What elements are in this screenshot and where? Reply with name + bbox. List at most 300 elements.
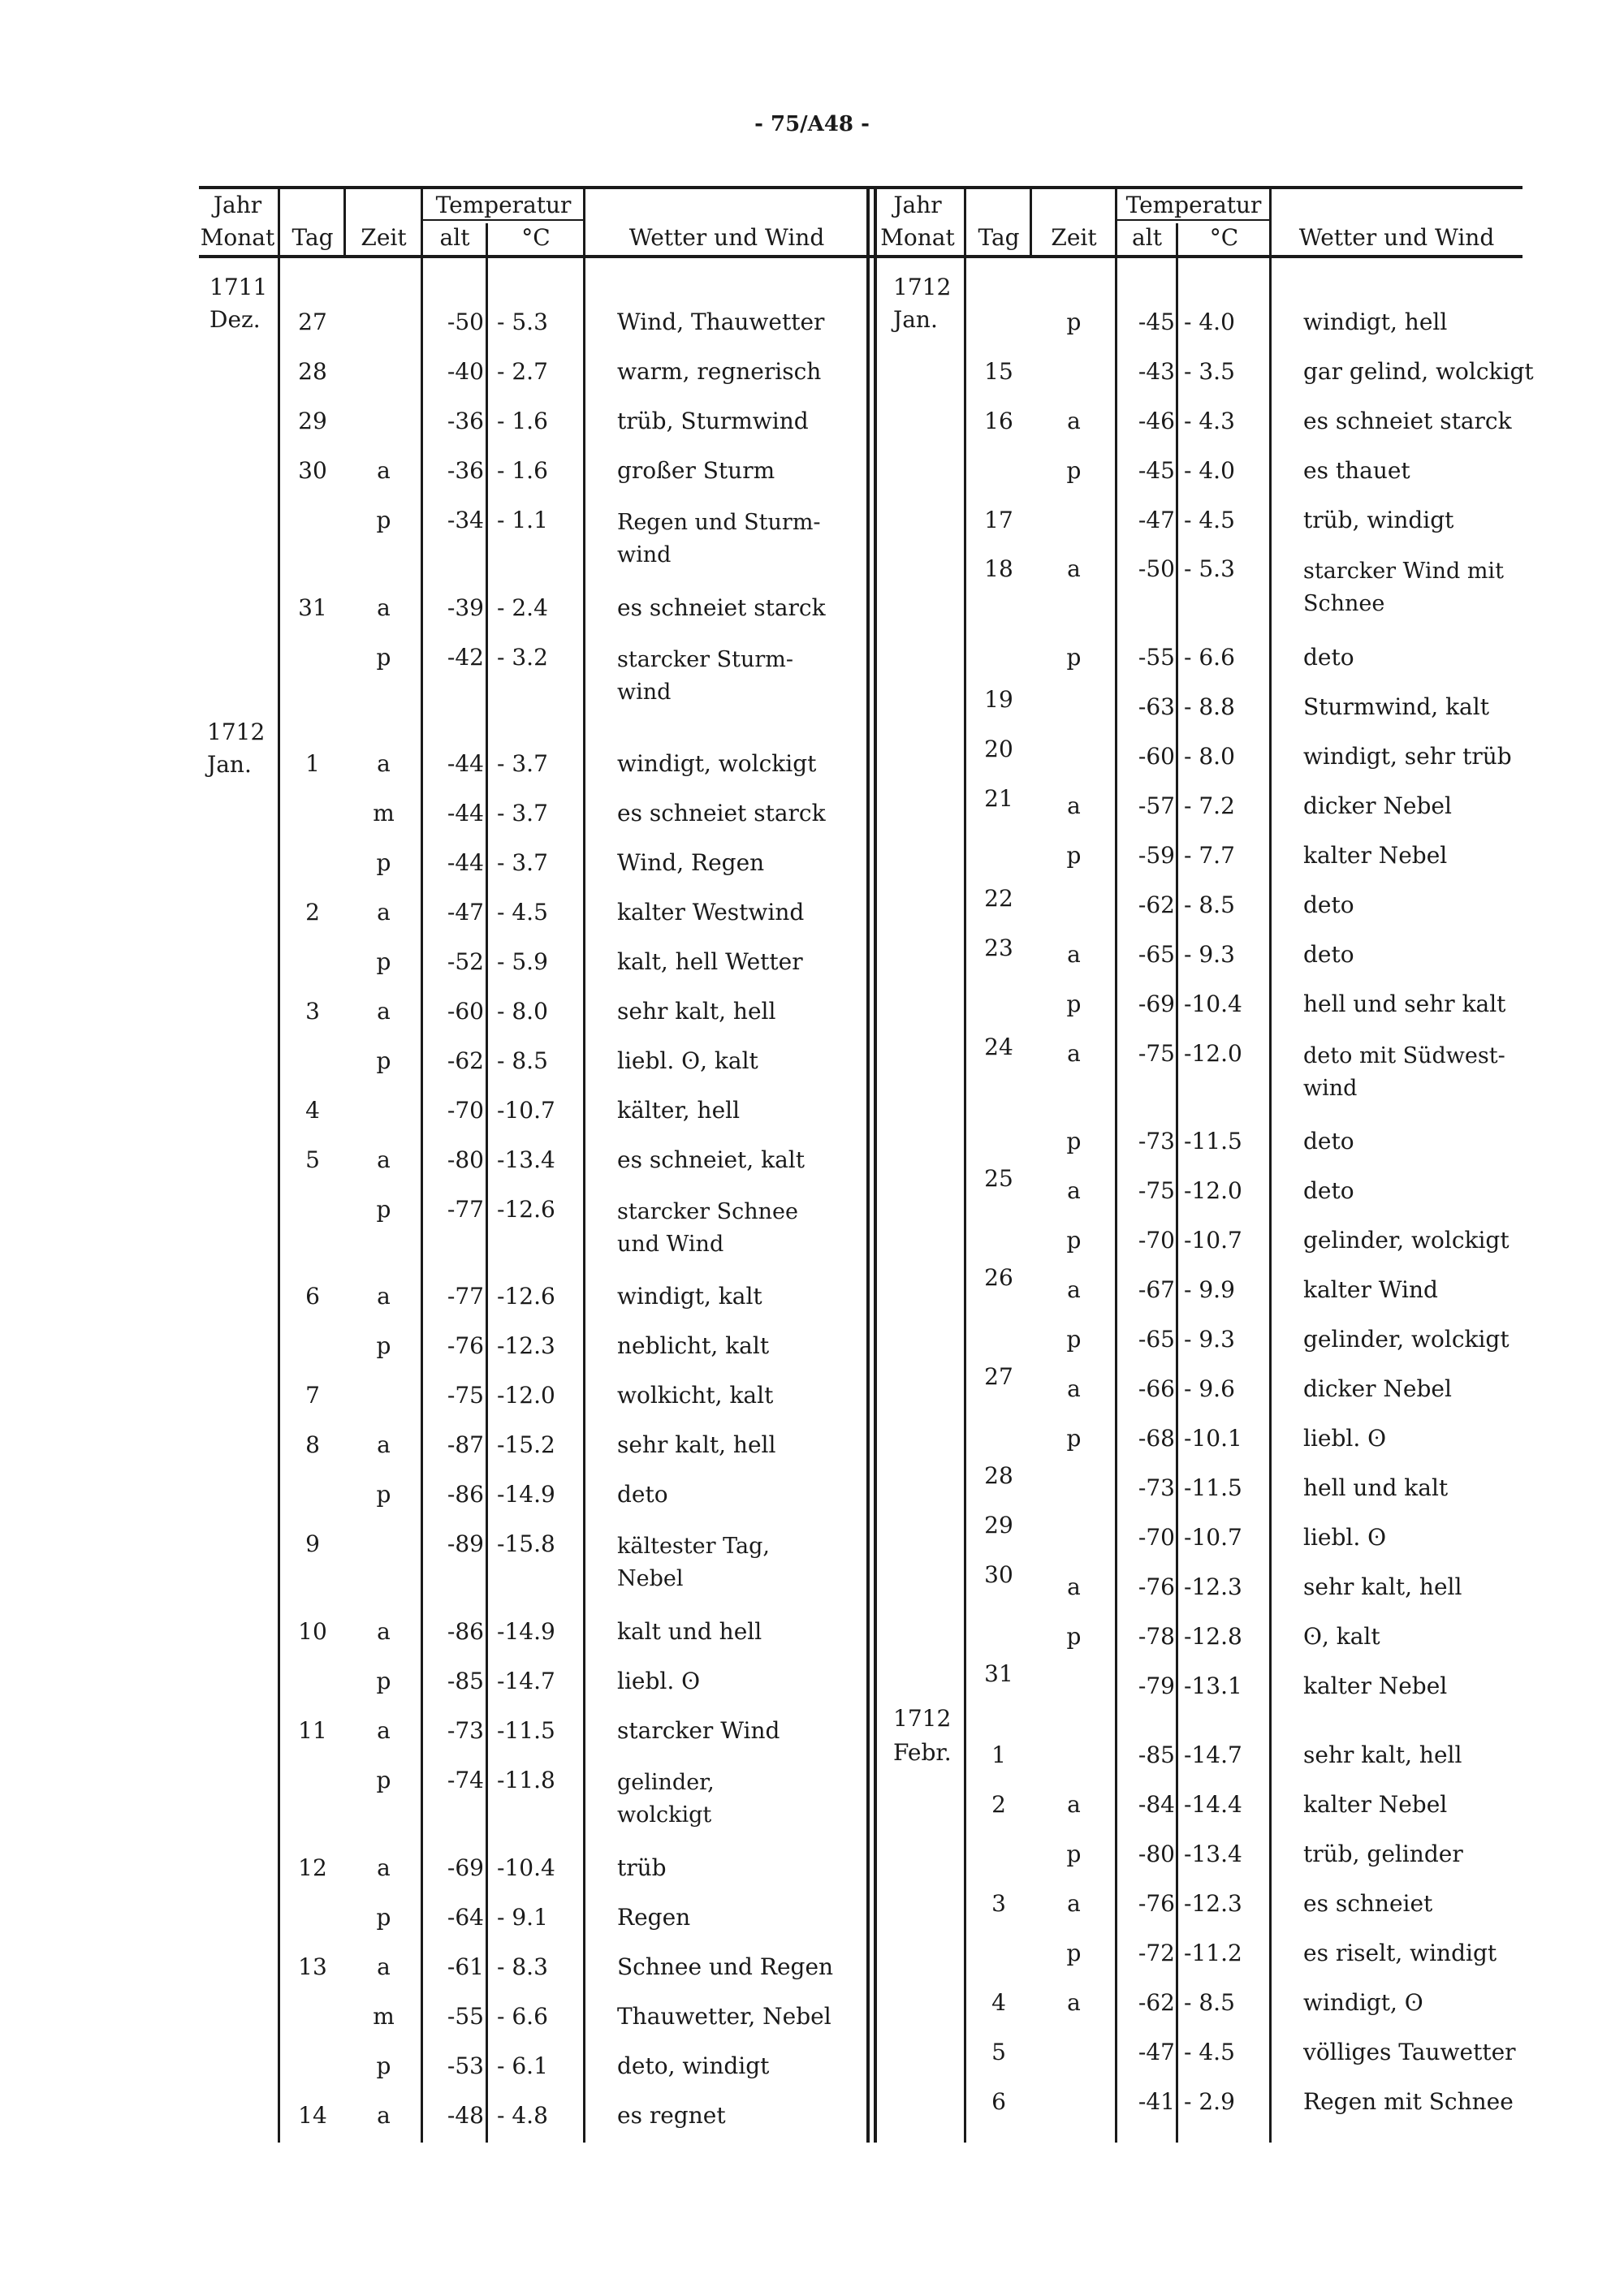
- right-celsius-cell: - 4.5: [1184, 2039, 1235, 2065]
- right-alt-cell: -45: [1138, 309, 1175, 335]
- left-alt-cell: -64: [447, 1904, 484, 1931]
- right-wetter-cell: windigt, ʘ: [1303, 1989, 1423, 2016]
- right-tag-cell: 26: [984, 1264, 1013, 1291]
- left-alt-cell: -60: [447, 998, 484, 1025]
- left-wetter-cell: deto: [617, 1481, 668, 1508]
- left-tag-cell: 11: [298, 1717, 327, 1744]
- right-zeit-cell: a: [1067, 792, 1081, 819]
- header-zeit-left: Zeit: [361, 224, 407, 251]
- header-alt-left: alt: [439, 224, 470, 251]
- right-alt-cell: -79: [1138, 1672, 1175, 1699]
- right-celsius-cell: -10.4: [1184, 990, 1242, 1017]
- left-celsius-cell: -11.8: [497, 1767, 555, 1793]
- left-alt-cell: -77: [447, 1196, 484, 1223]
- left-wetter-cell: [617, 507, 865, 572]
- left-tag-cell: 3: [305, 998, 320, 1025]
- month-label-left-dez: Dez.: [209, 306, 261, 333]
- right-wetter-cell: es schneiet starck: [1303, 408, 1512, 434]
- right-wetter-cell: [1303, 555, 1522, 620]
- right-tag-cell: 21: [984, 785, 1013, 812]
- header-celsius-left: °C: [521, 224, 551, 251]
- header-zeit-right: Zeit: [1051, 224, 1097, 251]
- left-alt-cell: -62: [447, 1047, 484, 1074]
- right-tag-cell: 23: [984, 934, 1013, 961]
- year-label-right-1712: 1712: [893, 274, 952, 300]
- rule-left-tag: [343, 186, 346, 255]
- right-alt-cell: -41: [1138, 2088, 1175, 2115]
- rule-left-celsius: [583, 186, 585, 2143]
- header-temperatur-left: Temperatur: [435, 192, 572, 218]
- right-tag-cell: 19: [984, 686, 1013, 713]
- year-label-left-1711: 1711: [209, 274, 268, 300]
- left-wetter-cell-line: und Wind: [617, 1232, 724, 1257]
- right-alt-cell: -80: [1138, 1841, 1175, 1867]
- left-wetter-cell: [617, 1196, 865, 1261]
- right-celsius-cell: - 8.8: [1184, 693, 1235, 720]
- left-zeit-cell: m: [373, 2003, 395, 2030]
- header-alt-right: alt: [1132, 224, 1162, 251]
- left-alt-cell: -44: [447, 800, 484, 826]
- right-tag-cell: 25: [984, 1165, 1013, 1192]
- left-wetter-cell: [617, 1767, 865, 1832]
- right-alt-cell: -73: [1138, 1128, 1175, 1154]
- right-wetter-cell: kalter Nebel: [1303, 1672, 1448, 1699]
- left-celsius-cell: -10.4: [497, 1854, 555, 1881]
- right-wetter-cell: es thauet: [1303, 457, 1410, 484]
- left-zeit-cell: p: [376, 1904, 391, 1931]
- left-wetter-cell: starcker Wind: [617, 1717, 780, 1744]
- left-wetter-cell: windigt, wolckigt: [617, 750, 817, 777]
- left-wetter-cell: [617, 644, 865, 709]
- left-wetter-cell: Wind, Regen: [617, 849, 765, 876]
- right-alt-cell: -50: [1138, 555, 1175, 582]
- page-title: - 75/A48 -: [754, 112, 870, 136]
- right-celsius-cell: -10.7: [1184, 1227, 1242, 1254]
- right-alt-cell: -85: [1138, 1741, 1175, 1768]
- right-alt-cell: -73: [1138, 1474, 1175, 1501]
- right-wetter-cell: deto: [1303, 941, 1354, 968]
- right-wetter-cell: trüb, gelinder: [1303, 1841, 1463, 1867]
- left-wetter-cell: liebl. ʘ: [617, 1668, 701, 1694]
- left-wetter-cell: kalter Westwind: [617, 899, 805, 926]
- right-celsius-cell: -14.7: [1184, 1741, 1242, 1768]
- right-celsius-cell: -12.3: [1184, 1890, 1242, 1917]
- left-celsius-cell: - 1.1: [497, 507, 548, 533]
- right-zeit-cell: a: [1067, 1375, 1081, 1402]
- left-wetter-cell: kälter, hell: [617, 1097, 741, 1124]
- left-alt-cell: -73: [447, 1717, 484, 1744]
- left-zeit-cell: a: [377, 1854, 391, 1881]
- left-alt-cell: -42: [447, 644, 484, 671]
- right-alt-cell: -43: [1138, 358, 1175, 385]
- left-wetter-cell: es regnet: [617, 2102, 726, 2129]
- temperature-header-rule-right: [1116, 219, 1271, 221]
- left-zeit-cell: a: [377, 2102, 391, 2129]
- left-tag-cell: 30: [298, 457, 327, 484]
- right-tag-cell: 2: [991, 1791, 1006, 1818]
- left-wetter-cell: es schneiet starck: [617, 800, 826, 826]
- right-tag-cell: 4: [991, 1989, 1006, 2016]
- right-wetter-cell: gelinder, wolckigt: [1303, 1326, 1510, 1353]
- left-tag-cell: 28: [298, 358, 327, 385]
- right-zeit-cell: p: [1066, 1841, 1082, 1867]
- rule-center-double-2: [874, 186, 877, 2143]
- left-tag-cell: 6: [305, 1283, 320, 1310]
- left-alt-cell: -89: [447, 1530, 484, 1557]
- right-wetter-cell: kalter Wind: [1303, 1276, 1438, 1303]
- right-zeit-cell: a: [1067, 1040, 1081, 1067]
- left-celsius-cell: -12.0: [497, 1382, 555, 1409]
- right-celsius-cell: - 8.5: [1184, 1989, 1235, 2016]
- left-wetter-cell-line: wolckigt: [617, 1802, 712, 1828]
- left-alt-cell: -86: [447, 1481, 484, 1508]
- left-alt-cell: -80: [447, 1146, 484, 1173]
- right-alt-cell: -69: [1138, 990, 1175, 1017]
- left-celsius-cell: - 6.6: [497, 2003, 548, 2030]
- left-zeit-cell: a: [377, 1953, 391, 1980]
- left-wetter-cell: liebl. ʘ, kalt: [617, 1047, 758, 1074]
- left-wetter-cell: windigt, kalt: [617, 1283, 762, 1310]
- right-tag-cell: 3: [991, 1890, 1006, 1917]
- right-alt-cell: -72: [1138, 1940, 1175, 1966]
- right-zeit-cell: p: [1066, 1425, 1082, 1452]
- right-celsius-cell: -11.2: [1184, 1940, 1242, 1966]
- left-tag-cell: 29: [298, 408, 327, 434]
- right-celsius-cell: - 6.6: [1184, 644, 1235, 671]
- right-alt-cell: -60: [1138, 743, 1175, 770]
- left-alt-cell: -86: [447, 1618, 484, 1645]
- right-wetter-cell: gar gelind, wolckigt: [1303, 358, 1534, 385]
- left-celsius-cell: - 5.9: [497, 948, 548, 975]
- right-celsius-cell: - 3.5: [1184, 358, 1235, 385]
- right-celsius-cell: -11.5: [1184, 1128, 1242, 1154]
- left-celsius-cell: - 2.7: [497, 358, 548, 385]
- month-label-right-febr: Febr.: [893, 1739, 952, 1766]
- right-alt-cell: -84: [1138, 1791, 1175, 1818]
- table-header-rule: [199, 255, 1522, 258]
- right-wetter-cell: dicker Nebel: [1303, 792, 1452, 819]
- right-zeit-cell: a: [1067, 1791, 1081, 1818]
- right-tag-cell: 5: [991, 2039, 1006, 2065]
- left-tag-cell: 13: [298, 1953, 327, 1980]
- right-wetter-cell: hell und sehr kalt: [1303, 990, 1506, 1017]
- right-celsius-cell: -11.5: [1184, 1474, 1242, 1501]
- right-alt-cell: -65: [1138, 941, 1175, 968]
- left-wetter-cell: Schnee und Regen: [617, 1953, 834, 1980]
- left-zeit-cell: p: [376, 948, 391, 975]
- left-alt-cell: -55: [447, 2003, 484, 2030]
- left-celsius-cell: - 3.7: [497, 849, 548, 876]
- right-celsius-cell: -13.4: [1184, 1841, 1242, 1867]
- left-tag-cell: 9: [305, 1530, 320, 1557]
- left-zeit-cell: p: [376, 644, 391, 671]
- left-zeit-cell: a: [377, 1283, 391, 1310]
- left-celsius-cell: -12.6: [497, 1196, 555, 1223]
- right-celsius-cell: -12.3: [1184, 1573, 1242, 1600]
- right-celsius-cell: - 7.2: [1184, 792, 1235, 819]
- left-zeit-cell: p: [376, 1047, 391, 1074]
- left-zeit-cell: a: [377, 457, 391, 484]
- rule-center-double-1: [866, 186, 870, 2143]
- right-wetter-cell-line: Schnee: [1303, 591, 1385, 616]
- left-alt-cell: -34: [447, 507, 484, 533]
- left-wetter-cell: trüb, Sturmwind: [617, 408, 809, 434]
- right-zeit-cell: p: [1066, 309, 1082, 335]
- right-wetter-cell: liebl. ʘ: [1303, 1524, 1387, 1551]
- left-tag-cell: 7: [305, 1382, 320, 1409]
- right-alt-cell: -57: [1138, 792, 1175, 819]
- right-celsius-cell: -12.0: [1184, 1177, 1242, 1204]
- left-zeit-cell: a: [377, 899, 391, 926]
- rule-right-tag: [1030, 186, 1032, 255]
- left-wetter-cell: deto, windigt: [617, 2052, 770, 2079]
- right-alt-cell: -62: [1138, 891, 1175, 918]
- left-alt-cell: -85: [447, 1668, 484, 1694]
- right-wetter-cell: deto: [1303, 1128, 1354, 1154]
- header-monat-left: Monat: [200, 224, 275, 251]
- right-zeit-cell: a: [1067, 941, 1081, 968]
- left-wetter-cell: Thauwetter, Nebel: [617, 2003, 831, 2030]
- right-tag-cell: 30: [984, 1561, 1013, 1588]
- left-celsius-cell: - 8.0: [497, 998, 548, 1025]
- right-wetter-cell: ʘ, kalt: [1303, 1623, 1380, 1650]
- right-zeit-cell: p: [1066, 990, 1082, 1017]
- table-top-rule: [199, 186, 1522, 189]
- right-celsius-cell: - 9.6: [1184, 1375, 1235, 1402]
- left-tag-cell: 4: [305, 1097, 320, 1124]
- right-celsius-cell: -14.4: [1184, 1791, 1242, 1818]
- right-wetter-cell: deto: [1303, 644, 1354, 671]
- left-alt-cell: -61: [447, 1953, 484, 1980]
- right-alt-cell: -55: [1138, 644, 1175, 671]
- right-celsius-cell: -12.0: [1184, 1040, 1242, 1067]
- left-zeit-cell: p: [376, 1668, 391, 1694]
- right-alt-cell: -46: [1138, 408, 1175, 434]
- left-wetter-cell-line: Nebel: [617, 1566, 684, 1591]
- left-wetter-cell: sehr kalt, hell: [617, 1431, 776, 1458]
- left-zeit-cell: p: [376, 1767, 391, 1793]
- left-wetter-cell-line: gelinder,: [617, 1770, 715, 1795]
- right-celsius-cell: - 5.3: [1184, 555, 1235, 582]
- right-alt-cell: -68: [1138, 1425, 1175, 1452]
- right-zeit-cell: p: [1066, 457, 1082, 484]
- right-alt-cell: -75: [1138, 1040, 1175, 1067]
- right-wetter-cell: dicker Nebel: [1303, 1375, 1452, 1402]
- left-alt-cell: -50: [447, 309, 484, 335]
- left-alt-cell: -44: [447, 750, 484, 777]
- right-celsius-cell: - 7.7: [1184, 842, 1235, 869]
- left-zeit-cell: p: [376, 507, 391, 533]
- right-zeit-cell: a: [1067, 1573, 1081, 1600]
- right-wetter-cell-line: deto mit Südwest-: [1303, 1043, 1505, 1068]
- left-wetter-cell-line: wind: [617, 542, 672, 568]
- right-zeit-cell: p: [1066, 1326, 1082, 1353]
- left-tag-cell: 10: [298, 1618, 327, 1645]
- right-zeit-cell: a: [1067, 1989, 1081, 2016]
- right-wetter-cell: liebl. ʘ: [1303, 1425, 1387, 1452]
- left-alt-cell: -53: [447, 2052, 484, 2079]
- left-tag-cell: 5: [305, 1146, 320, 1173]
- right-celsius-cell: - 2.9: [1184, 2088, 1235, 2115]
- left-alt-cell: -47: [447, 899, 484, 926]
- right-tag-cell: 18: [984, 555, 1013, 582]
- left-celsius-cell: - 3.7: [497, 800, 548, 826]
- left-celsius-cell: - 4.8: [497, 2102, 548, 2129]
- right-zeit-cell: a: [1067, 1890, 1081, 1917]
- rule-left-alt: [486, 223, 488, 2143]
- right-zeit-cell: p: [1066, 1623, 1082, 1650]
- right-celsius-cell: - 4.5: [1184, 507, 1235, 533]
- right-alt-cell: -76: [1138, 1573, 1175, 1600]
- right-wetter-cell: gelinder, wolckigt: [1303, 1227, 1510, 1254]
- right-alt-cell: -75: [1138, 1177, 1175, 1204]
- left-alt-cell: -36: [447, 408, 484, 434]
- left-zeit-cell: a: [377, 750, 391, 777]
- left-zeit-cell: a: [377, 594, 391, 621]
- right-zeit-cell: p: [1066, 1227, 1082, 1254]
- right-wetter-cell: kalter Nebel: [1303, 842, 1448, 869]
- left-zeit-cell: p: [376, 849, 391, 876]
- left-celsius-cell: - 3.7: [497, 750, 548, 777]
- left-alt-cell: -69: [447, 1854, 484, 1881]
- right-celsius-cell: - 9.3: [1184, 1326, 1235, 1353]
- right-tag-cell: 17: [984, 507, 1013, 533]
- rule-right-monat: [964, 186, 966, 2143]
- left-wetter-cell: kalt, hell Wetter: [617, 948, 803, 975]
- left-wetter-cell: Regen: [617, 1904, 691, 1931]
- right-celsius-cell: - 8.0: [1184, 743, 1235, 770]
- left-zeit-cell: a: [377, 1146, 391, 1173]
- left-wetter-cell: warm, regnerisch: [617, 358, 822, 385]
- right-wetter-cell: es schneiet: [1303, 1890, 1433, 1917]
- right-wetter-cell: sehr kalt, hell: [1303, 1573, 1462, 1600]
- left-wetter-cell: neblicht, kalt: [617, 1332, 770, 1359]
- left-celsius-cell: -12.3: [497, 1332, 555, 1359]
- left-celsius-cell: -14.9: [497, 1618, 555, 1645]
- left-celsius-cell: -11.5: [497, 1717, 555, 1744]
- left-alt-cell: -87: [447, 1431, 484, 1458]
- left-alt-cell: -44: [447, 849, 484, 876]
- right-zeit-cell: p: [1066, 1128, 1082, 1154]
- right-wetter-cell: windigt, sehr trüb: [1303, 743, 1512, 770]
- left-celsius-cell: -14.7: [497, 1668, 555, 1694]
- left-celsius-cell: - 3.2: [497, 644, 548, 671]
- right-celsius-cell: -10.1: [1184, 1425, 1242, 1452]
- right-wetter-cell: Regen mit Schnee: [1303, 2088, 1514, 2115]
- left-zeit-cell: a: [377, 1618, 391, 1645]
- left-wetter-cell-line: kältester Tag,: [617, 1534, 770, 1559]
- left-celsius-cell: -15.2: [497, 1431, 555, 1458]
- left-tag-cell: 27: [298, 309, 327, 335]
- right-wetter-cell: trüb, windigt: [1303, 507, 1454, 533]
- rule-right-alt: [1176, 223, 1178, 2143]
- left-alt-cell: -70: [447, 1097, 484, 1124]
- left-wetter-cell: wolkicht, kalt: [617, 1382, 774, 1409]
- left-tag-cell: 31: [298, 594, 327, 621]
- header-temperatur-right: Temperatur: [1125, 192, 1262, 218]
- right-wetter-cell: kalter Nebel: [1303, 1791, 1448, 1818]
- right-alt-cell: -67: [1138, 1276, 1175, 1303]
- left-zeit-cell: a: [377, 998, 391, 1025]
- left-alt-cell: -40: [447, 358, 484, 385]
- left-celsius-cell: -10.7: [497, 1097, 555, 1124]
- left-celsius-cell: -12.6: [497, 1283, 555, 1310]
- left-celsius-cell: - 1.6: [497, 457, 548, 484]
- right-celsius-cell: - 4.0: [1184, 457, 1235, 484]
- right-zeit-cell: p: [1066, 842, 1082, 869]
- left-celsius-cell: -14.9: [497, 1481, 555, 1508]
- right-celsius-cell: -10.7: [1184, 1524, 1242, 1551]
- right-tag-cell: 20: [984, 736, 1013, 762]
- right-celsius-cell: - 4.0: [1184, 309, 1235, 335]
- left-tag-cell: 1: [305, 750, 320, 777]
- right-tag-cell: 27: [984, 1363, 1013, 1390]
- left-wetter-cell: Wind, Thauwetter: [617, 309, 825, 335]
- right-celsius-cell: - 9.9: [1184, 1276, 1235, 1303]
- left-alt-cell: -39: [447, 594, 484, 621]
- left-alt-cell: -76: [447, 1332, 484, 1359]
- left-celsius-cell: - 5.3: [497, 309, 548, 335]
- left-wetter-cell-line: wind: [617, 680, 672, 705]
- right-wetter-cell-line: starcker Wind mit: [1303, 559, 1504, 584]
- left-wetter-cell-line: starcker Schnee: [617, 1199, 799, 1224]
- header-monat-right: Monat: [880, 224, 955, 251]
- right-zeit-cell: a: [1067, 408, 1081, 434]
- header-jahr-right: Jahr: [893, 192, 942, 218]
- header-wetter-left: Wetter und Wind: [628, 224, 825, 251]
- left-zeit-cell: p: [376, 1481, 391, 1508]
- left-tag-cell: 2: [305, 899, 320, 926]
- left-zeit-cell: m: [373, 800, 395, 826]
- right-zeit-cell: a: [1067, 555, 1081, 582]
- left-wetter-cell: es schneiet, kalt: [617, 1146, 805, 1173]
- right-tag-cell: 15: [984, 358, 1013, 385]
- left-celsius-cell: -15.8: [497, 1530, 555, 1557]
- right-zeit-cell: p: [1066, 1940, 1082, 1966]
- right-wetter-cell: hell und kalt: [1303, 1474, 1449, 1501]
- right-celsius-cell: -12.8: [1184, 1623, 1242, 1650]
- right-zeit-cell: p: [1066, 644, 1082, 671]
- left-celsius-cell: - 8.3: [497, 1953, 548, 1980]
- left-wetter-cell: [617, 1530, 865, 1595]
- right-wetter-cell: [1303, 1040, 1522, 1105]
- left-zeit-cell: a: [377, 1431, 391, 1458]
- left-zeit-cell: p: [376, 2052, 391, 2079]
- left-celsius-cell: - 8.5: [497, 1047, 548, 1074]
- left-zeit-cell: p: [376, 1332, 391, 1359]
- left-celsius-cell: - 4.5: [497, 899, 548, 926]
- left-wetter-cell: sehr kalt, hell: [617, 998, 776, 1025]
- right-celsius-cell: - 8.5: [1184, 891, 1235, 918]
- left-celsius-cell: - 2.4: [497, 594, 548, 621]
- right-alt-cell: -65: [1138, 1326, 1175, 1353]
- right-alt-cell: -76: [1138, 1890, 1175, 1917]
- month-label-left-jan: Jan.: [207, 751, 252, 778]
- temperature-header-rule: [422, 219, 585, 221]
- right-alt-cell: -66: [1138, 1375, 1175, 1402]
- year-label-right-1712-febr: 1712: [893, 1705, 952, 1732]
- right-zeit-cell: a: [1067, 1276, 1081, 1303]
- right-alt-cell: -70: [1138, 1524, 1175, 1551]
- right-celsius-cell: -13.1: [1184, 1672, 1242, 1699]
- left-alt-cell: -36: [447, 457, 484, 484]
- right-tag-cell: 16: [984, 408, 1013, 434]
- left-wetter-cell: kalt und hell: [617, 1618, 762, 1645]
- right-alt-cell: -47: [1138, 2039, 1175, 2065]
- right-tag-cell: 29: [984, 1512, 1013, 1539]
- left-wetter-cell: großer Sturm: [617, 457, 775, 484]
- left-celsius-cell: - 6.1: [497, 2052, 548, 2079]
